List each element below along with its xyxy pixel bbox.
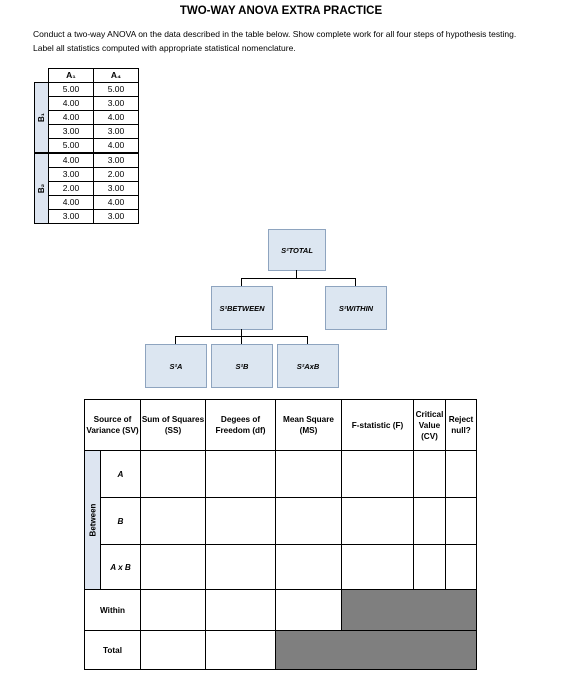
between-label: Between [84, 450, 101, 590]
between-variance-box: S²BETWEEN [211, 286, 273, 330]
answer-cell[interactable] [413, 544, 446, 590]
header-ss: Sum of Squares (SS) [140, 399, 206, 451]
row-label-within: Within [84, 589, 141, 631]
connector-line [241, 329, 242, 336]
table-cell: 4.00 [94, 195, 139, 209]
table-cell: 4.00 [49, 110, 94, 124]
header-reject: Reject null? [445, 399, 477, 451]
answer-cell[interactable] [205, 497, 276, 545]
a-variance-box: S²A [145, 344, 207, 388]
answer-cell[interactable] [205, 630, 276, 670]
within-variance-box: S²WITHIN [325, 286, 387, 330]
row-label-b: B [100, 497, 141, 545]
shaded-cell [275, 630, 477, 670]
header-df: Degees of Freedom (df) [205, 399, 276, 451]
shaded-cell [341, 589, 477, 631]
header-ms: Mean Square (MS) [275, 399, 342, 451]
table-cell: 5.00 [49, 138, 94, 153]
column-header: A₄ [94, 69, 139, 83]
answer-cell[interactable] [275, 450, 342, 498]
answer-cell[interactable] [275, 544, 342, 590]
answer-cell[interactable] [140, 450, 206, 498]
connector-line [241, 278, 242, 286]
table-cell: 5.00 [94, 82, 139, 96]
answer-cell[interactable] [140, 497, 206, 545]
total-variance-box: S²TOTAL [268, 229, 326, 271]
table-cell: 3.00 [49, 209, 94, 223]
table-cell: 3.00 [94, 153, 139, 168]
table-cell: 4.00 [94, 110, 139, 124]
row-label-total: Total [84, 630, 141, 670]
connector-line [307, 336, 308, 344]
answer-cell[interactable] [205, 450, 276, 498]
data-table [34, 68, 139, 224]
answer-cell[interactable] [140, 630, 206, 670]
table-cell: 2.00 [49, 181, 94, 195]
row-label-a: A [100, 450, 141, 498]
answer-cell[interactable] [205, 544, 276, 590]
header-f: F-statistic (F) [341, 399, 414, 451]
answer-cell[interactable] [341, 450, 414, 498]
row-label-axb: A x B [100, 544, 141, 590]
answer-cell[interactable] [341, 544, 414, 590]
connector-line [296, 270, 297, 278]
table-cell: 3.00 [94, 209, 139, 223]
table-cell: 4.00 [49, 195, 94, 209]
column-header: A₁ [49, 69, 94, 83]
table-cell: 3.00 [94, 124, 139, 138]
header-source: Source of Variance (SV) [84, 399, 141, 451]
page-title: TWO-WAY ANOVA EXTRA PRACTICE [179, 5, 383, 17]
table-cell: 2.00 [94, 167, 139, 181]
axb-variance-box: S²AxB [277, 344, 339, 388]
answer-cell[interactable] [413, 497, 446, 545]
answer-cell[interactable] [275, 497, 342, 545]
table-cell: 3.00 [49, 167, 94, 181]
table-cell: 4.00 [49, 153, 94, 168]
header-cv: Critical Value (CV) [413, 399, 446, 451]
answer-cell[interactable] [445, 450, 477, 498]
connector-line [241, 336, 242, 344]
answer-cell[interactable] [341, 497, 414, 545]
answer-cell[interactable] [140, 544, 206, 590]
b-variance-box: S²B [211, 344, 273, 388]
answer-cell[interactable] [445, 544, 477, 590]
table-cell: 3.00 [49, 124, 94, 138]
answer-cell[interactable] [205, 589, 276, 631]
table-cell: 3.00 [94, 181, 139, 195]
answer-cell[interactable] [413, 450, 446, 498]
instructions-text: Conduct a two-way ANOVA on the data described in the table below. Show complete work for all four steps of hypothesis testing. Label all statistics computed with appropriate statistical nomenclature. [33, 29, 517, 53]
block-label: B₁ [35, 82, 49, 153]
table-cell: 4.00 [94, 138, 139, 153]
table-cell: 3.00 [94, 96, 139, 110]
connector-line [175, 336, 176, 344]
table-cell: 5.00 [49, 82, 94, 96]
answer-cell[interactable] [275, 589, 342, 631]
table-cell: 4.00 [49, 96, 94, 110]
block-label: B₂ [35, 153, 49, 224]
connector-line [241, 278, 356, 279]
answer-cell[interactable] [445, 497, 477, 545]
connector-line [355, 278, 356, 286]
answer-cell[interactable] [140, 589, 206, 631]
